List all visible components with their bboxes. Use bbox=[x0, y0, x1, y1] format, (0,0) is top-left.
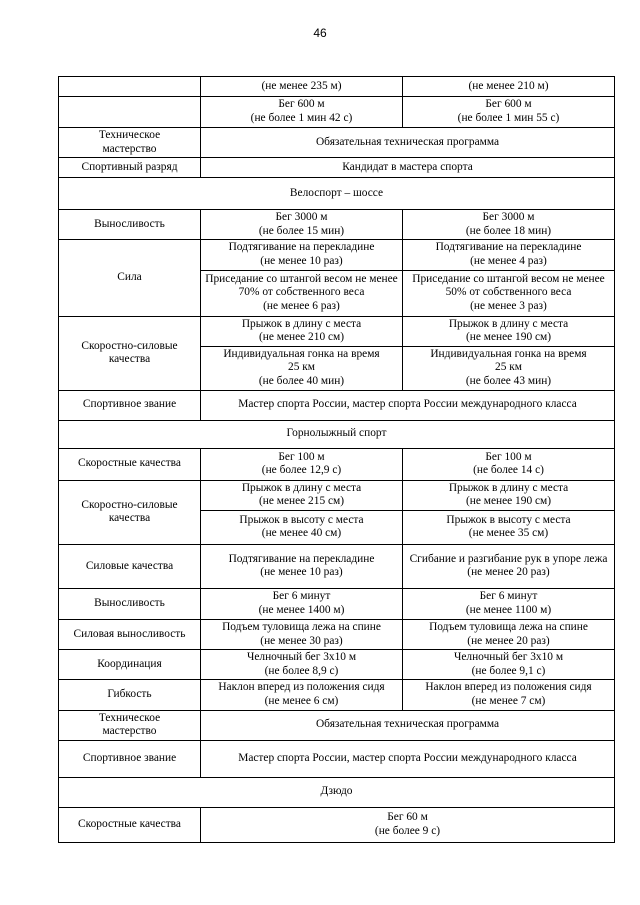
requirement-cell-men: Индивидуальная гонка на время 25 км (не более 40 мин) bbox=[201, 346, 403, 390]
table-row bbox=[59, 240, 615, 270]
table-row bbox=[59, 480, 615, 510]
table-row bbox=[59, 544, 615, 588]
requirement-cell-men: Прыжок в длину с места (не менее 215 см) bbox=[201, 480, 403, 510]
requirement-cell-women: (не менее 210 м) bbox=[403, 77, 615, 97]
requirement-cell-merged: Обязательная техническая программа bbox=[201, 710, 615, 740]
quality-cell bbox=[59, 97, 201, 128]
table-row bbox=[59, 807, 615, 842]
quality-cell: Спортивное звание bbox=[59, 740, 201, 777]
table-row bbox=[59, 448, 615, 480]
quality-cell: Спортивный разряд bbox=[59, 158, 201, 178]
requirement-cell-women: Бег 600 м (не более 1 мин 55 с) bbox=[403, 97, 615, 128]
sport-section-title: Велоспорт – шоссе bbox=[59, 178, 615, 210]
table-row bbox=[59, 97, 615, 128]
requirement-cell-women: Наклон вперед из положения сидя (не менее 7 см) bbox=[403, 680, 615, 710]
requirement-cell-women: Прыжок в высоту с места (не менее 35 см) bbox=[403, 510, 615, 544]
requirement-cell-men: Бег 6 минут (не менее 1400 м) bbox=[201, 588, 403, 619]
requirement-cell-men: (не менее 235 м) bbox=[201, 77, 403, 97]
table-row bbox=[59, 619, 615, 649]
requirement-cell-men: Челночный бег 3x10 м (не более 8,9 с) bbox=[201, 650, 403, 680]
quality-cell: Техническое мастерство bbox=[59, 710, 201, 740]
quality-cell: Скоростные качества bbox=[59, 807, 201, 842]
table-row bbox=[59, 77, 615, 97]
table-row bbox=[59, 710, 615, 740]
requirement-cell-men: Подъем туловища лежа на спине (не менее 30 раз) bbox=[201, 619, 403, 649]
quality-cell: Спортивное звание bbox=[59, 390, 201, 420]
section-header-row bbox=[59, 420, 615, 448]
table-row bbox=[59, 390, 615, 420]
requirement-cell-men: Бег 100 м (не более 12,9 с) bbox=[201, 448, 403, 480]
quality-cell: Выносливость bbox=[59, 210, 201, 240]
requirement-cell-merged: Кандидат в мастера спорта bbox=[201, 158, 615, 178]
requirement-cell-women: Подтягивание на перекладине (не менее 4 раз) bbox=[403, 240, 615, 270]
sport-section-title: Дзюдо bbox=[59, 777, 615, 807]
requirement-cell-women: Приседание со штангой весом не менее 50% от собственного веса (не менее 3 раз) bbox=[403, 270, 615, 316]
sport-section-title: Горнолыжный спорт bbox=[59, 420, 615, 448]
requirement-cell-women: Челночный бег 3x10 м (не более 9,1 с) bbox=[403, 650, 615, 680]
quality-cell: Координация bbox=[59, 650, 201, 680]
requirement-cell-women: Подъем туловища лежа на спине (не менее 20 раз) bbox=[403, 619, 615, 649]
table-row bbox=[59, 210, 615, 240]
requirement-cell-men: Прыжок в высоту с места (не менее 40 см) bbox=[201, 510, 403, 544]
section-header-row bbox=[59, 178, 615, 210]
requirement-cell-men: Приседание со штангой весом не менее 70% от собственного веса (не менее 6 раз) bbox=[201, 270, 403, 316]
standards-table-body bbox=[59, 77, 615, 843]
requirement-cell-men: Бег 3000 м (не более 15 мин) bbox=[201, 210, 403, 240]
requirement-cell-women: Прыжок в длину с места (не менее 190 см) bbox=[403, 480, 615, 510]
requirement-cell-merged: Обязательная техническая программа bbox=[201, 128, 615, 158]
requirement-cell-merged: Мастер спорта России, мастер спорта России международного класса bbox=[201, 740, 615, 777]
requirement-cell-women: Бег 6 минут (не менее 1100 м) bbox=[403, 588, 615, 619]
quality-cell: Скоростно-силовые качества bbox=[59, 316, 201, 390]
requirement-cell-men: Прыжок в длину с места (не менее 210 см) bbox=[201, 316, 403, 346]
standards-table bbox=[58, 76, 615, 843]
table-row bbox=[59, 128, 615, 158]
table-row bbox=[59, 650, 615, 680]
quality-cell: Скоростные качества bbox=[59, 448, 201, 480]
quality-cell bbox=[59, 77, 201, 97]
requirement-cell-women: Индивидуальная гонка на время 25 км (не более 43 мин) bbox=[403, 346, 615, 390]
requirement-cell-merged: Мастер спорта России, мастер спорта России международного класса bbox=[201, 390, 615, 420]
page-number: 46 bbox=[313, 26, 327, 40]
quality-cell: Силовые качества bbox=[59, 544, 201, 588]
quality-cell: Скоростно-силовые качества bbox=[59, 480, 201, 544]
table-row bbox=[59, 680, 615, 710]
requirement-cell-men: Наклон вперед из положения сидя (не менее 6 см) bbox=[201, 680, 403, 710]
requirement-cell-men: Бег 600 м (не более 1 мин 42 с) bbox=[201, 97, 403, 128]
quality-cell: Гибкость bbox=[59, 680, 201, 710]
quality-cell: Выносливость bbox=[59, 588, 201, 619]
requirement-cell-women: Бег 3000 м (не более 18 мин) bbox=[403, 210, 615, 240]
quality-cell: Силовая выносливость bbox=[59, 619, 201, 649]
requirement-cell-women: Прыжок в длину с места (не менее 190 см) bbox=[403, 316, 615, 346]
table-row bbox=[59, 316, 615, 346]
requirement-cell-women: Бег 100 м (не более 14 с) bbox=[403, 448, 615, 480]
quality-cell: Техническое мастерство bbox=[59, 128, 201, 158]
section-header-row bbox=[59, 777, 615, 807]
requirement-cell-men: Подтягивание на перекладине (не менее 10 раз) bbox=[201, 544, 403, 588]
table-row bbox=[59, 740, 615, 777]
requirement-cell-merged: Бег 60 м (не более 9 с) bbox=[201, 807, 615, 842]
table-row bbox=[59, 158, 615, 178]
requirement-cell-men: Подтягивание на перекладине (не менее 10 раз) bbox=[201, 240, 403, 270]
requirement-cell-women: Сгибание и разгибание рук в упоре лежа (не менее 20 раз) bbox=[403, 544, 615, 588]
quality-cell: Сила bbox=[59, 240, 201, 316]
table-row bbox=[59, 588, 615, 619]
